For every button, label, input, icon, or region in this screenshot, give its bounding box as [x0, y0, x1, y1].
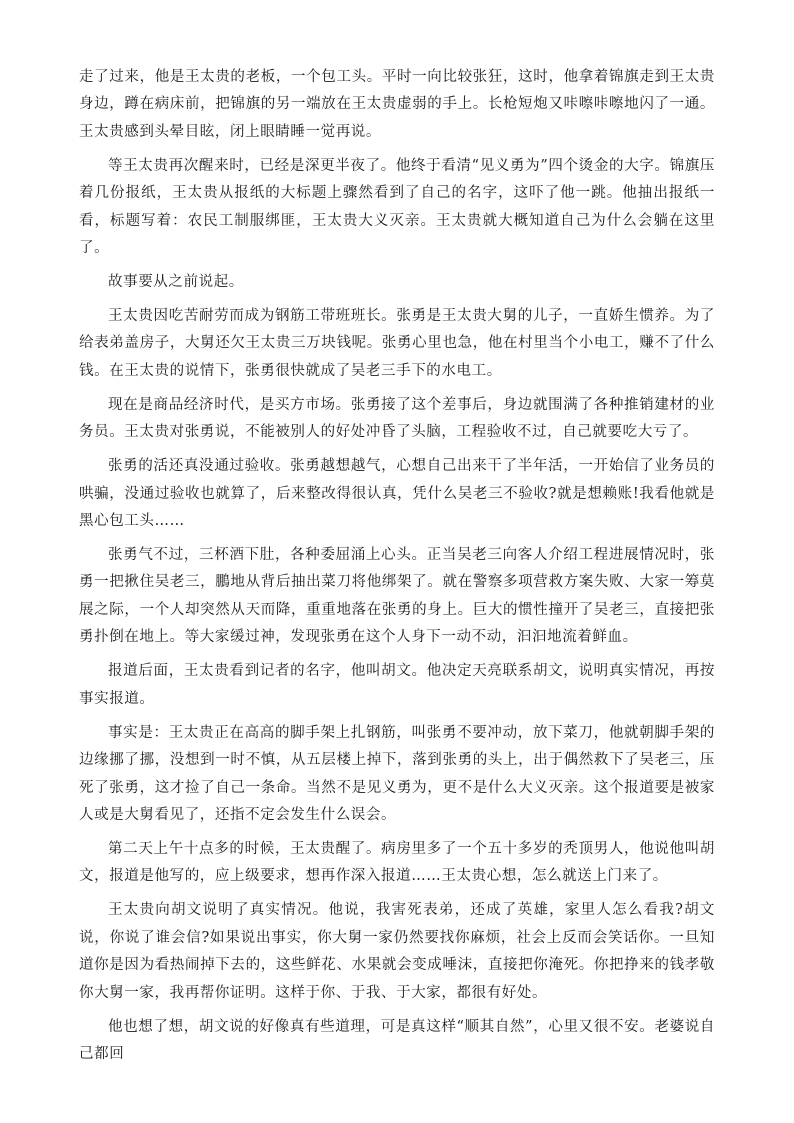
paragraph-10: 第二天上午十点多的时候，王太贵醒了。病房里多了一个五十多岁的秃顶男人，他说他叫胡文，报道是他写的，应上级要求，想再作深入报道……王太贵心想，怎么就送上门来了。: [79, 840, 715, 885]
paragraph-8: 报道后面，王太贵看到记者的名字，他叫胡文。他决定天亮联系胡文，说明真实情况，再按事实报道。: [79, 663, 715, 707]
paragraph-12: 他也想了想，胡文说的好像真有些道理，可是真这样“顺其自然”，心里又很不安。老婆说自己都回: [79, 1018, 715, 1062]
article-body: [79, 64, 715, 1075]
paragraph-3: 故事要从之前说起。: [108, 274, 244, 291]
paragraph-9: 事实是：王太贵正在高高的脚手架上扎钢筋，叫张勇不要冲动，放下菜刀，他就朝脚手架的边缘挪了挪，没想到一时不慎，从五层楼上掉下，落到张勇的头上，出于偶然救下了吴老三，压死了张勇，这才捡了自己一条命。当然不是见义勇为，更不是什么大义灭亲。这个报道要是被家人或是大舅看见了，还指不定会发生什么误会。: [79, 724, 715, 823]
paragraph-6: 张勇的活还真没通过验收。张勇越想越气，心想自己出来干了半年活，一开始信了业务员的哄骗，没通过验收也就算了，后来整改得很认真，凭什么吴老三不验收?就是想赖账!我看他就是黑心包工头……: [79, 458, 715, 530]
paragraph-5: 现在是商品经济时代，是买方市场。张勇接了这个差事后，身边就围满了各种推销建材的业务员。王太贵对张勇说，不能被别人的好处冲昏了头脑，工程验收不过，自己就要吃大亏了。: [79, 396, 715, 441]
paragraph-7: 张勇气不过，三杯酒下肚，各种委屈涌上心头。正当吴老三向客人介绍工程进展情况时，张勇一把揪住吴老三，鵬地从背后抽出菜刀将他绑架了。就在警察多项营救方案失败、大家一筹莫展之际，一个人却突然从天而降，重重地落在张勇的身上。巨大的惯性撞开了吴老三，直接把张勇扑倒在地上。等大家缓过神，发现张勇在这个人身下一动不动，汩汩地流着鲜血。: [79, 547, 715, 646]
paragraph-1: 走了过来，他是王太贵的老板，一个包工头。平时一向比较张狂，这时，他拿着锦旗走到王太贵身边，蹲在病床前，把锦旗的另一端放在王太贵虚弱的手上。长枪短炮又咔嚓咔嚓地闪了一通。王太贵感到头晕目眩，闭上眼睛睡一觉再说。: [79, 69, 715, 140]
paragraph-11: 王太贵向胡文说明了真实情况。他说，我害死表弟，还成了英雄，家里人怎么看我?胡文说，你说了谁会信?如果说出事实，你大舅一家仍然要找你麻烦，社会上反而会笑话你。一旦知道你是因为看热闹掉下去的，这些鲜花、水果就会变成唾沫，直接把你淹死。你把挣来的钱孝敬你大舅一家，我再帮你证明。这样于你、于我、于大家，都很有好处。: [79, 902, 715, 1001]
paragraph-2: 等王太贵再次醒来时，已经是深更半夜了。他终于看清“见义勇为”四个烫金的大字。锦旗压着几份报纸，王太贵从报纸的大标题上骤然看到了自己的名字，这吓了他一跳。他抽出报纸一看，标题写着：农民工制服绑匪，王太贵大义灭亲。王太贵就大概知道自己为什么会躺在这里了。: [79, 157, 715, 257]
paragraph-4: 王太贵因吃苦耐劳而成为钢筋工带班班长。张勇是王太贵大舅的儿子，一直娇生惯养。为了给表弟盖房子，大舅还欠王太贵三万块钱呢。张勇心里也急，他在村里当个小电工，赚不了什么钱。在王太贵的说情下，张勇很快就成了吴老三手下的水电工。: [79, 308, 715, 379]
